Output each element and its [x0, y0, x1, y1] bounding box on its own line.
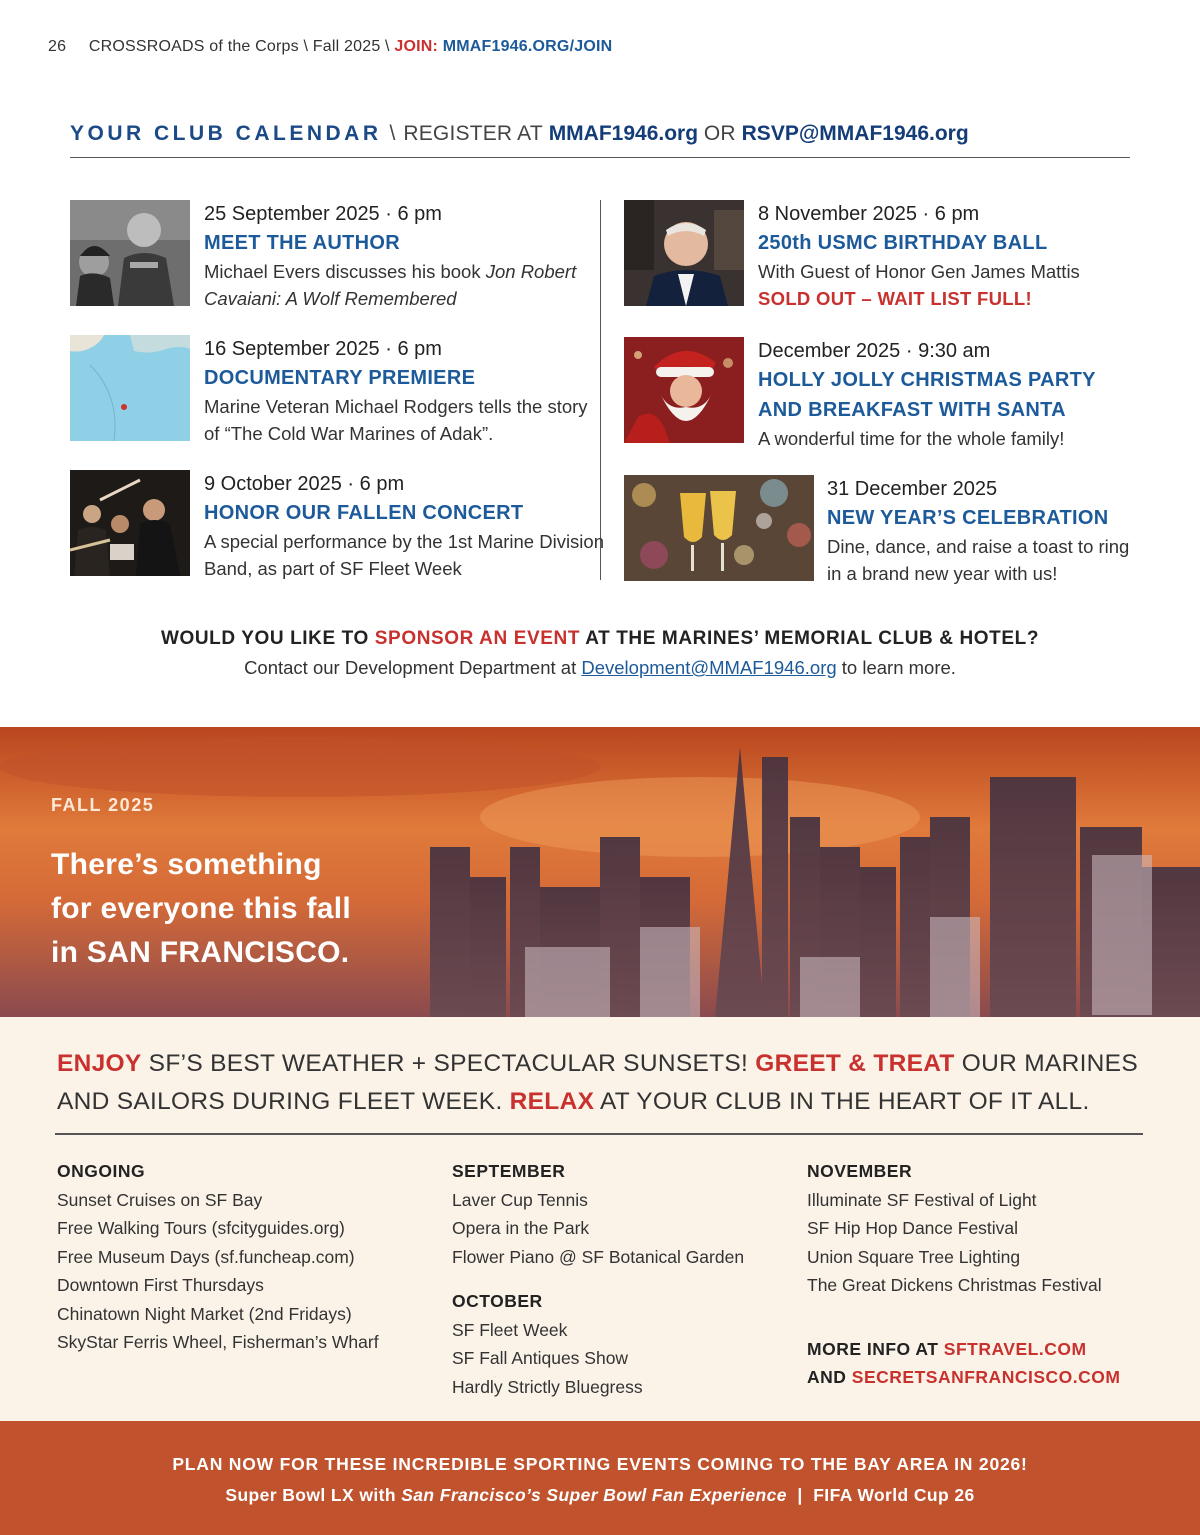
event-date: 16 September 2025 · 6 pm [204, 338, 442, 360]
sporting-events-footer [0, 1421, 1200, 1535]
register-site-link[interactable]: MMAF1946.org [548, 122, 699, 145]
tagline-line-2: for everyone this fall [51, 892, 352, 925]
more-info-line-2 [807, 1363, 1157, 1392]
event-title: HOLLY JOLLY CHRISTMAS PARTY [758, 369, 1096, 391]
list-item: Opera in the Park [452, 1218, 590, 1238]
enjoy-word: ENJOY [57, 1050, 142, 1077]
list-item: Union Square Tree Lighting [807, 1246, 1021, 1267]
list-item: Illuminate SF Festival of Light [807, 1189, 1037, 1210]
october-heading: OCTOBER [452, 1291, 543, 1311]
sponsor-callout [0, 628, 1200, 679]
enjoy-text: SF’S BEST WEATHER + SPECTACULAR SUNSETS! [148, 1050, 749, 1077]
footer-headline: PLAN NOW FOR THESE INCREDIBLE SPORTING EVENTS COMING TO THE BAY AREA IN 2026! [172, 1454, 1028, 1474]
list-item: Downtown First Thursdays [57, 1275, 264, 1295]
sept-oct-column [452, 1157, 792, 1401]
super-bowl-lead: Super Bowl LX with [225, 1485, 396, 1505]
calendar-title: YOUR CLUB CALENDAR [70, 122, 382, 145]
list-item: Sunset Cruises on SF Bay [57, 1189, 263, 1210]
event-title: HONOR OUR FALLEN CONCERT [204, 502, 524, 524]
banner-season-label: FALL 2025 [51, 795, 155, 815]
register-label: REGISTER AT [403, 122, 543, 145]
event-date: December 2025 · 9:30 am [758, 340, 991, 362]
fifa-world-cup: FIFA World Cup 26 [813, 1485, 975, 1505]
join-link[interactable]: MMAF1946.ORG/JOIN [442, 38, 613, 55]
footer-events [0, 1485, 1200, 1506]
event-description: A special performance by the 1st Marine Division Band, as part of SF Fleet Week [204, 531, 604, 579]
list-item: Chinatown Night Market (2nd Fridays) [57, 1303, 352, 1324]
fall-events-section [0, 1017, 1200, 1421]
more-info-label: MORE INFO AT [807, 1338, 939, 1359]
event-title: MEET THE AUTHOR [204, 232, 400, 254]
sold-out-status: SOLD OUT – WAIT LIST FULL! [758, 288, 1032, 309]
event-date: 8 November 2025 · 6 pm [758, 203, 980, 225]
running-head [48, 38, 612, 56]
event-date: 31 December 2025 [827, 478, 998, 500]
fall-banner [0, 727, 1200, 1017]
sponsor-tail: AT THE MARINES’ MEMORIAL CLUB & HOTEL? [585, 628, 1040, 649]
event-text [827, 475, 1137, 587]
ongoing-heading: ONGOING [57, 1161, 146, 1181]
event-title: 250th USMC BIRTHDAY BALL [758, 232, 1048, 254]
rsvp-email-link[interactable]: RSVP@MMAF1946.org [741, 122, 969, 145]
tagline-line-3: in SAN FRANCISCO. [51, 936, 350, 969]
greet-word: GREET & TREAT [755, 1050, 955, 1077]
september-heading: SEPTEMBER [452, 1161, 566, 1181]
tagline-line-1: There’s something [51, 848, 322, 881]
relax-text: AT YOUR CLUB IN THE HEART OF IT ALL. [599, 1088, 1090, 1115]
list-item: Flower Piano @ SF Botanical Garden [452, 1246, 745, 1267]
more-info-line-1 [807, 1335, 1157, 1364]
event-date: 25 September 2025 · 6 pm [204, 203, 442, 225]
champagne-photo [624, 475, 814, 581]
relax-word: RELAX [509, 1088, 595, 1115]
page-number: 26 [48, 38, 67, 55]
event-text [204, 200, 604, 312]
november-column [807, 1157, 1157, 1392]
section-rule [55, 1133, 1143, 1135]
sponsor-lead: WOULD YOU LIKE TO [160, 628, 369, 649]
list-item: SF Fall Antiques Show [452, 1348, 629, 1368]
sponsor-headline [0, 628, 1200, 650]
event-description: A wonderful time for the whole family! [758, 428, 1065, 449]
calendar-header [70, 122, 1130, 158]
list-item: Free Walking Tours (sfcityguides.org) [57, 1218, 345, 1238]
spacer [807, 1300, 1157, 1335]
november-heading: NOVEMBER [807, 1161, 913, 1181]
event-title-line-2: AND BREAKFAST WITH SANTA [758, 399, 1066, 421]
spacer [452, 1271, 792, 1287]
sftravel-link[interactable]: SFTRAVEL.COM [943, 1338, 1087, 1359]
adak-map-image [70, 335, 190, 441]
event-text [758, 337, 1158, 452]
enjoy-headline [57, 1045, 1147, 1121]
secretsanfrancisco-link[interactable]: SECRETSANFRANCISCO.COM [851, 1367, 1121, 1387]
event-title: DOCUMENTARY PREMIERE [204, 367, 476, 389]
book-title: Jon Robert Cavaiani: A Wolf Remembered [204, 261, 577, 309]
event-title: NEW YEAR’S CELEBRATION [827, 507, 1109, 529]
event-description: Marine Veteran Michael Rodgers tells the story of “The Cold War Marines of Adak”. [204, 396, 588, 444]
sponsor-contact [0, 657, 1200, 679]
event-text [204, 470, 604, 582]
event-description-text: Michael Evers discusses his book [204, 261, 481, 282]
event-text [758, 200, 1158, 312]
or-label: OR [703, 122, 736, 145]
ongoing-column [57, 1157, 437, 1357]
join-label: JOIN: [394, 38, 439, 55]
more-info-and: AND [807, 1367, 847, 1387]
list-item: SkyStar Ferris Wheel, Fisherman’s Wharf [57, 1332, 379, 1352]
contact-lead: Contact our Development Department at [244, 657, 577, 678]
event-description: With Guest of Honor Gen James Mattis [758, 261, 1080, 282]
event-text [204, 335, 604, 447]
calendar-separator: \ [389, 122, 396, 145]
event-date: 9 October 2025 · 6 pm [204, 473, 405, 495]
list-item: The Great Dickens Christmas Festival [807, 1275, 1102, 1295]
list-item: SF Hip Hop Dance Festival [807, 1218, 1019, 1238]
guest-of-honor-photo [624, 200, 744, 306]
list-item: Laver Cup Tennis [452, 1189, 588, 1210]
footer-divider: | [797, 1485, 803, 1505]
list-item: Free Museum Days (sf.funcheap.com) [57, 1246, 355, 1267]
greet-text: OUR MARINES AND SAILORS DURING FLEET WEEK. [57, 1050, 1138, 1115]
contact-tail: to learn more. [841, 657, 956, 678]
banner-tagline [51, 843, 471, 975]
event-description: Dine, dance, and raise a toast to ring in a brand new year with us! [827, 536, 1130, 584]
super-bowl-italic: San Francisco’s Super Bowl Fan Experience [401, 1485, 787, 1505]
publication-name: CROSSROADS of the Corps \ Fall 2025 \ [88, 38, 390, 55]
event-description [204, 258, 604, 312]
santa-photo [624, 337, 744, 443]
band-photo [70, 470, 190, 576]
sponsor-highlight: SPONSOR AN EVENT [374, 628, 581, 649]
author-photo [70, 200, 190, 306]
list-item: SF Fleet Week [452, 1319, 568, 1340]
list-item: Hardly Strictly Bluegress [452, 1376, 643, 1397]
development-email-link[interactable]: Development@MMAF1946.org [581, 657, 837, 678]
